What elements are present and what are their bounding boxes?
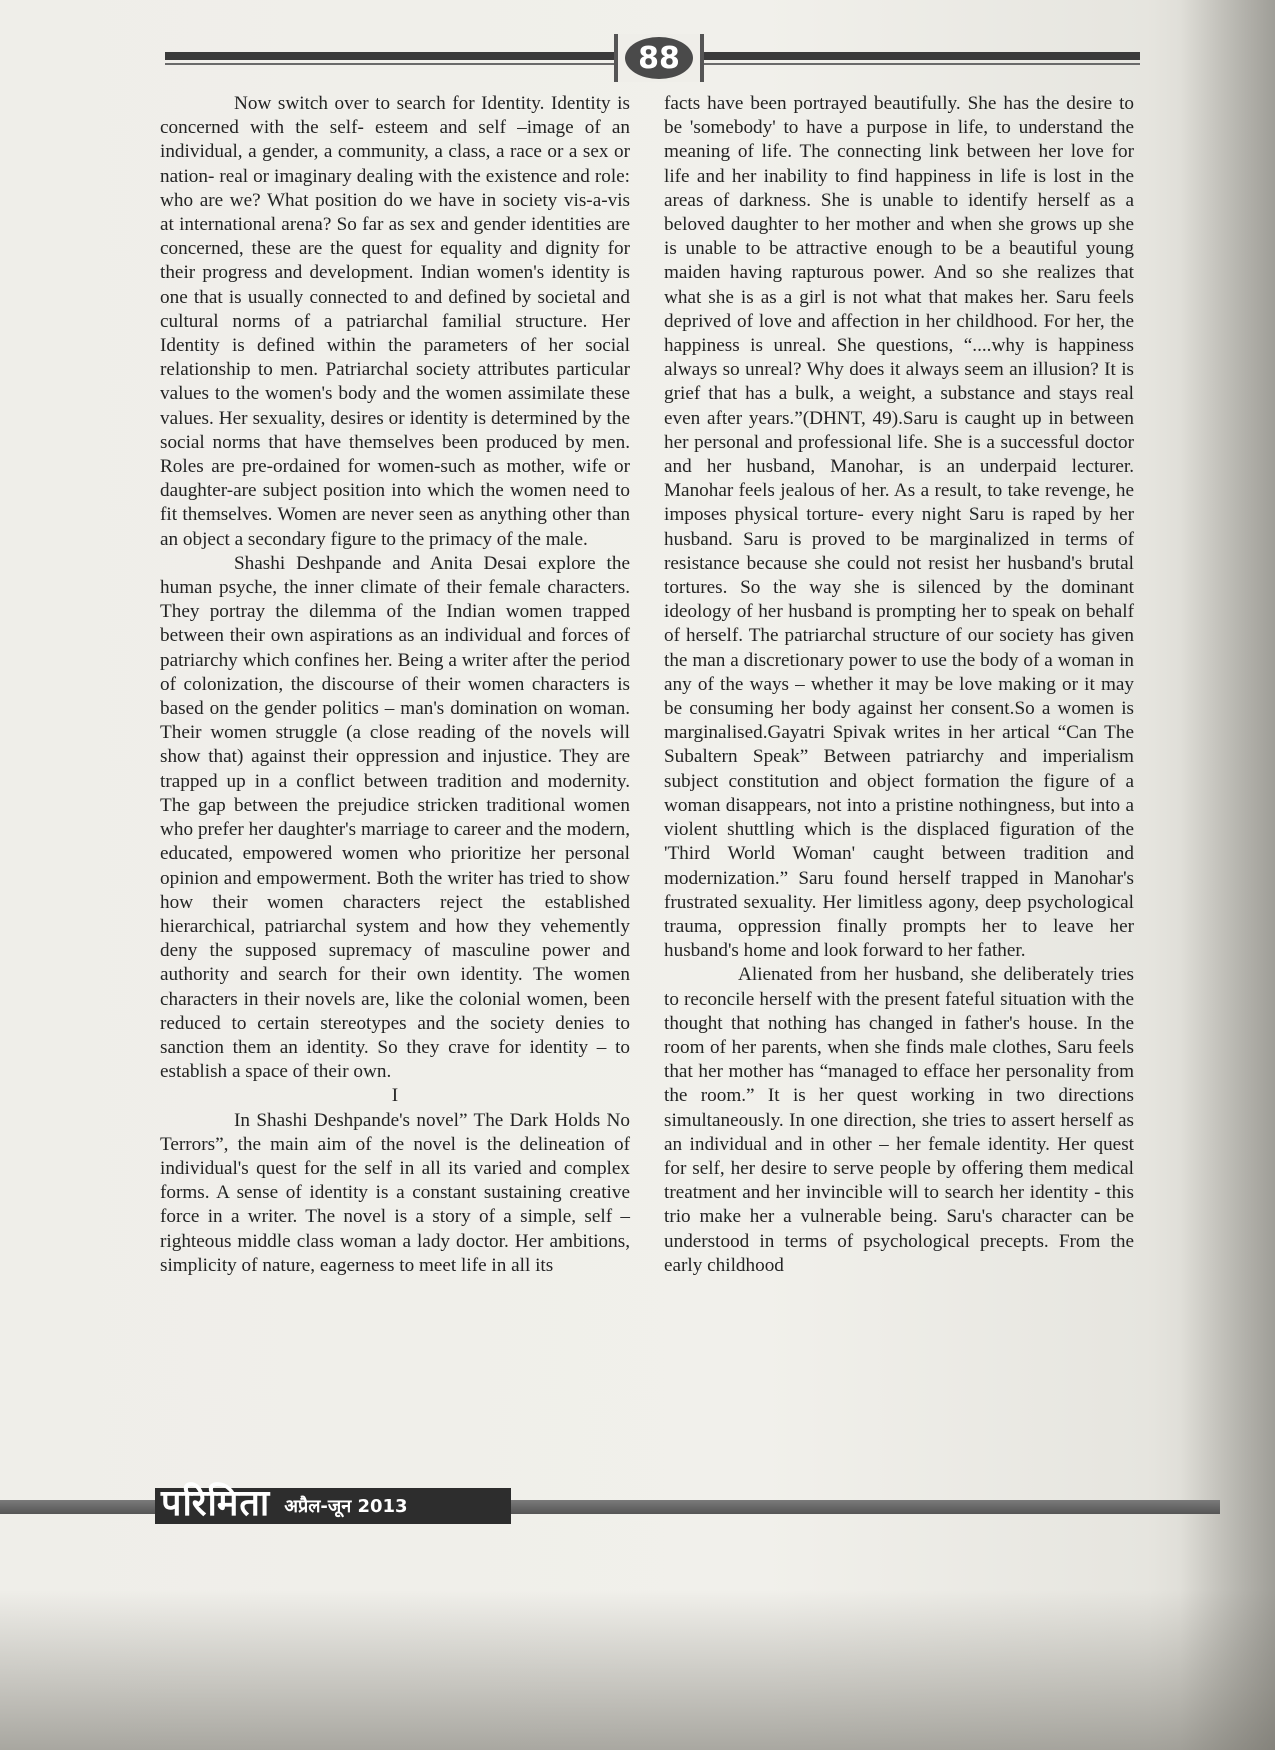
issue-date: अप्रैल-जून 2013: [284, 1496, 408, 1517]
paragraph: Shashi Deshpande and Anita Desai explore the human psyche, the inner climate of their female characters. They portray the dilemma of the Indian women trapped between their own aspirations as an individual and forces of patriarchy which confines her. Being a writer after the period of colonization, the discourse of their women characters is based on the gender politics – man's domination on woman. Their women struggle (a close reading of the novels will show that) against their oppression and injustice. They are trapped up in a conflict between tradition and modernity. The gap between the prejudice stricken traditional women who prefer her daughter's marriage to career and the modern, educated, empowered women who prioritize her personal opinion and empowerment. Both the writer has tried to show how their women characters reject the established hierarchical, patriarchal system and how they vehemently deny the supposed supremacy of masculine power and authority and search for their own identity. The women characters in their novels are, like the colonial women, been reduced to certain stereotypes and the society denies to sanction them an identity. So they crave for identity – to establish a space of their own.: [160, 552, 630, 1083]
paragraph: Now switch over to search for Identity. Identity is concerned with the self- esteem and self –image of an individual, a gender, a community, a class, a race or a sex or nation- real or imaginary dealing with the existence and role: who are we? What position do we have in society vis-a-vis at international arena? So far as sex and gender identities are concerned, these are the quest for equality and dignity for their progress and development. Indian women's identity is one that is usually connected to and defined by societal and cultural norms of a patriarchal familial structure. Her Identity is defined within the parameters of her social relationship to men. Patriarchal society attributes particular values to the women's body and the women assimilate these values. Her sexuality, desires or identity is determined by the social norms that have themselves been produced by men. Roles are pre-ordained for women-such as mother, wife or daughter-are subject position into which the women need to fit themselves. Women are never seen as anything other than an object a secondary figure to the primacy of the male.: [160, 93, 630, 550]
paragraph: facts have been portrayed beautifully. She has the desire to be 'somebody' to have a purpose in life, to understand the meaning of life. The connecting link between her love for life and her inability to find happiness in life is lost in the areas of darkness. She is unable to identify herself as a beloved daughter to her mother and when she grows up she is unable to be attractive enough to be a beautiful young maiden having rapturous power. And so she realizes that what she is as a girl is not what that makes her. Saru feels deprived of love and affection in her childhood. For her, the happiness is unreal. She questions, “....why is happiness always so unreal? Why does it always seem an illusion? It is grief that has a bulk, a weight, a substance and stays real even after years.”(DHNT, 49).Saru is caught up in between her personal and professional life. She is a successful doctor and her husband, Manohar, is an underpaid lecturer. Manohar feels jealous of her. As a result, to take revenge, he imposes physical torture- every night Saru is raped by her husband. Saru is proved to be marginalized in terms of resistance because she could not resist her husband's brutal tortures. So the way she is silenced by the dominant ideology of her husband is prompting her to speak on behalf of herself. The patriarchal structure of our society has given the man a discretionary power to use the body of a woman in any of the ways – whether it may be love making or it may be consuming her body against her consent.So a women is marginalised.Gayatri Spivak writes in her artical “Can The Subaltern Speak” Between patriarchy and imperialism subject constitution and object formation the figure of a woman disappears, not into a pristine nothingness, but into a violent shuttling which is the displaced figuration of the 'Third World Woman' caught between tradition and modernization.” Saru found herself trapped in Manohar's frustrated sexuality. Her limitless agony, deep psychological trauma, oppression finally prompts her to leave her husband's home and look forward to her father.: [664, 93, 1134, 962]
left-column: [160, 92, 630, 1278]
right-column: [664, 92, 1134, 1278]
footer-banner: [155, 1482, 511, 1524]
journal-logo: परिमिता: [161, 1482, 271, 1524]
paragraph: In Shashi Deshpande's novel” The Dark Holds No Terrors”, the main aim of the novel is the delineation of individual's quest for the self in all its varied and complex forms. A sense of identity is a constant sustaining creative force in a writer. The novel is a story of a simple, self – righteous middle class woman a lady doctor. Her ambitions, simplicity of nature, eagerness to meet life in all its: [160, 1109, 630, 1276]
section-numeral: I: [391, 1085, 399, 1107]
page-number: 88: [625, 37, 693, 79]
page-curl-shadow: [1180, 0, 1275, 1750]
page-number-badge: [614, 34, 704, 82]
paragraph: Alienated from her husband, she deliberately tries to reconcile herself with the present fateful situation with the thought that nothing has changed in father's house. In the room of her parents, when she finds male clothes, Saru feels that her mother has “managed to efface her personality from the room.” It is her quest working in two directions simultaneously. In one direction, she tries to assert herself as an individual and in other – her female identity. Her quest for self, her desire to serve people by offering them medical treatment and her invincible will to search her identity - this trio make her a vulnerable being. Saru's character can be understood in terms of psychological precepts. From the early childhood: [664, 964, 1134, 1276]
page-bottom-shadow: [0, 1590, 1275, 1750]
